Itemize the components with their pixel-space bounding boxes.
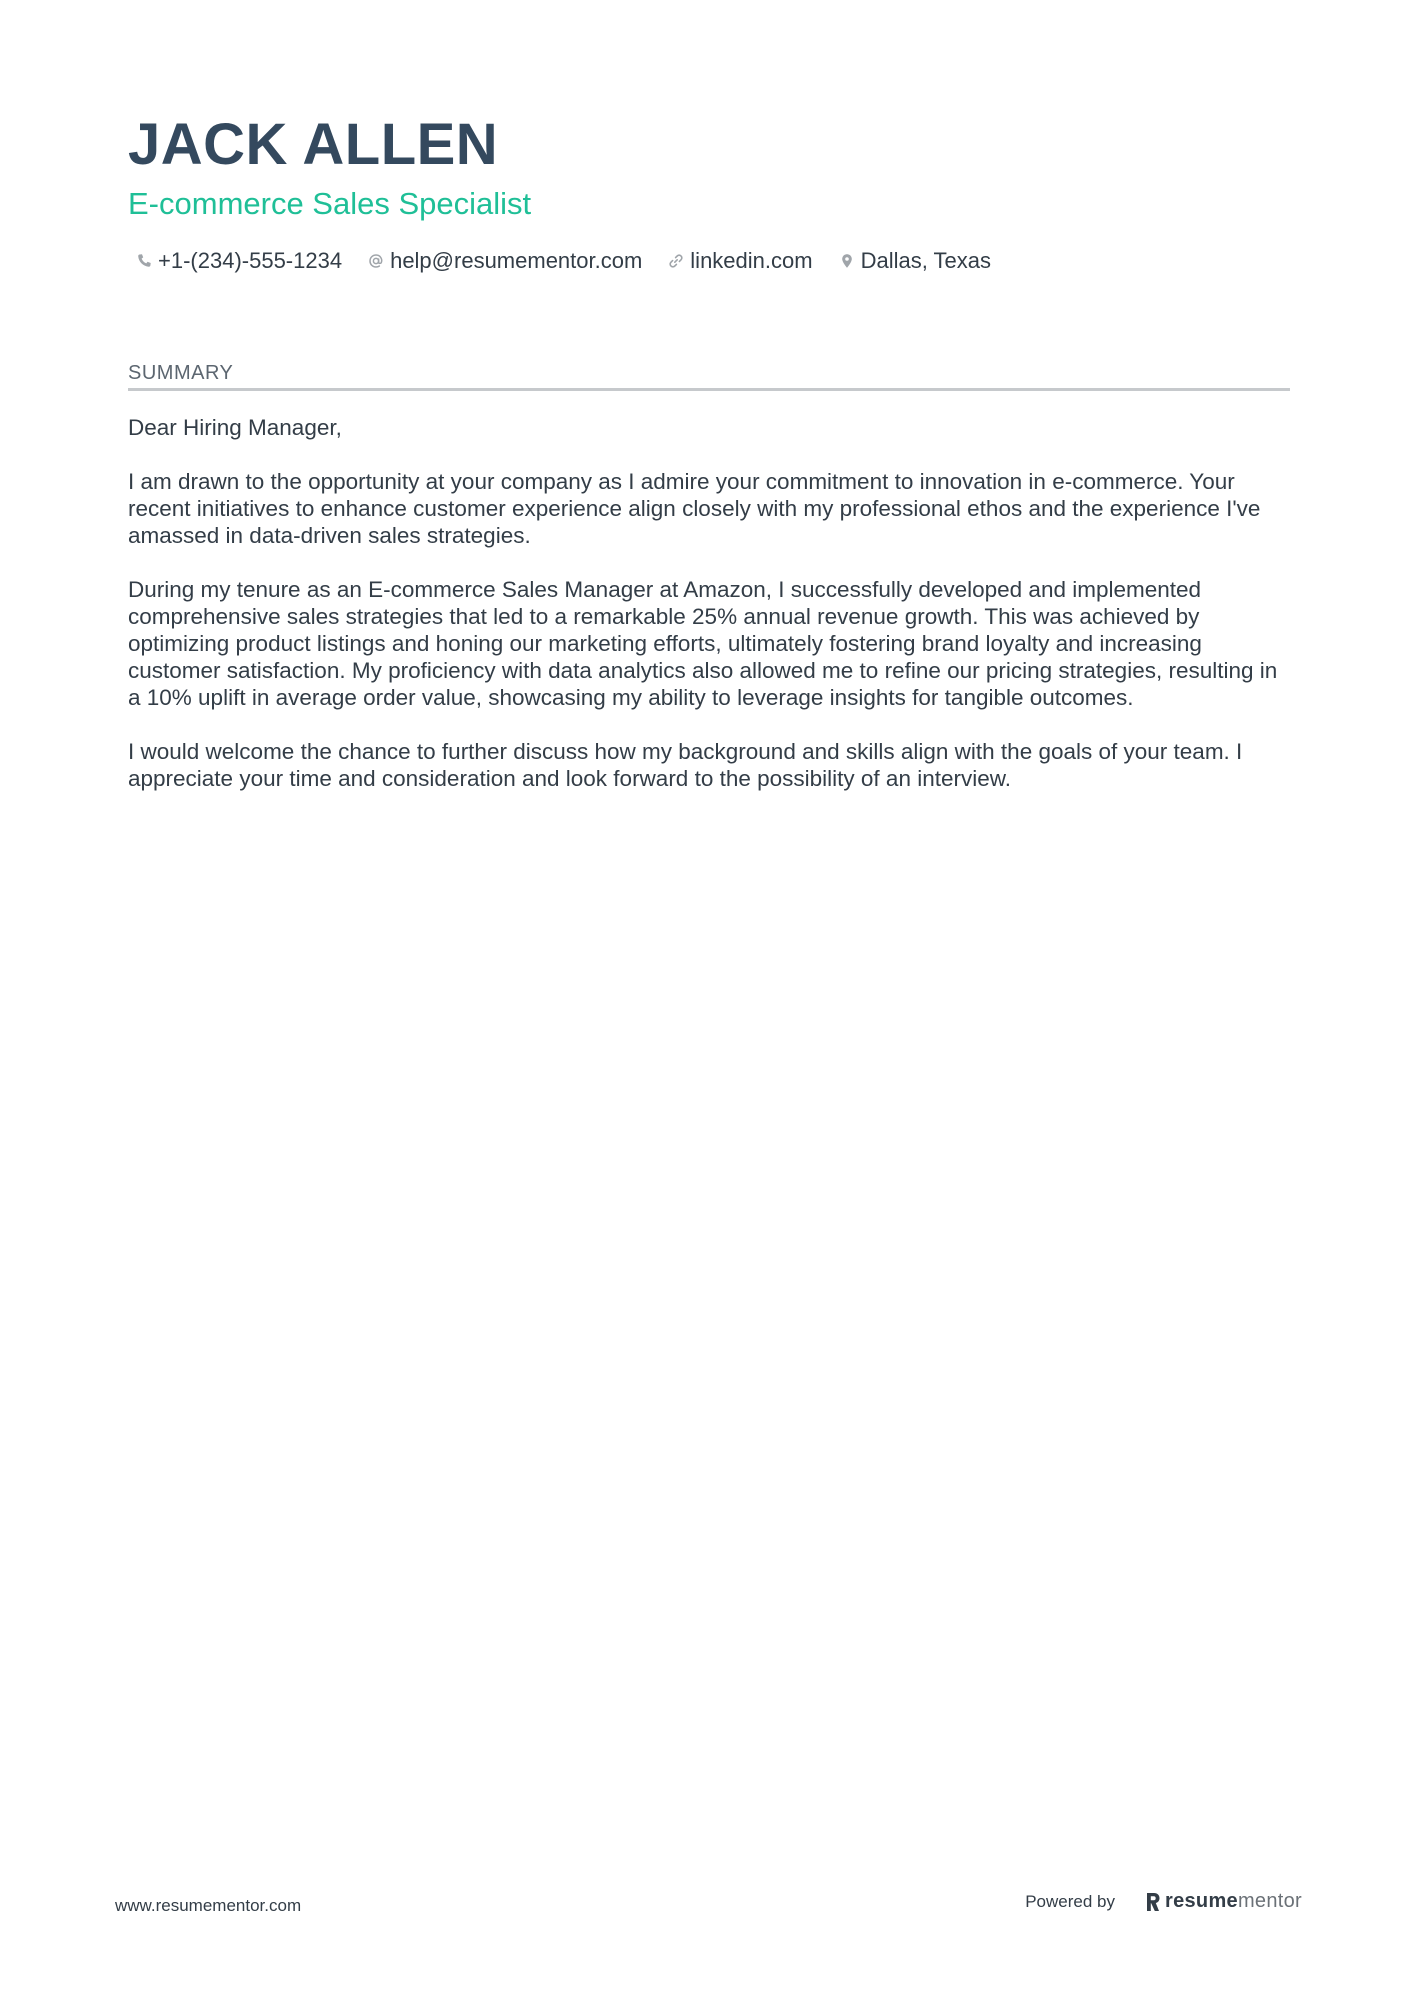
location-text: Dallas, Texas [860, 248, 992, 273]
letter-paragraph: I am drawn to the opportunity at your company as I admire your commitment to innovation in e-commerce. Your recent initiatives to enhance customer experience align closely with my professional ethos and the experience I've amassed in data-driven sales strategies. [128, 469, 1261, 548]
candidate-name: JACK ALLEN [128, 112, 499, 177]
contact-bar [136, 244, 1017, 278]
contact-email[interactable] [368, 244, 642, 278]
phone-text: +1-(234)-555-1234 [158, 248, 343, 273]
contact-linkedin[interactable] [668, 244, 812, 278]
job-title: E-commerce Sales Specialist [128, 186, 532, 221]
powered-by-label: Powered by [1025, 1891, 1115, 1911]
link-icon [668, 253, 684, 269]
summary-heading: SUMMARY [128, 358, 1290, 391]
contact-location [839, 244, 991, 278]
footer-website-link[interactable]: www.resumementor.com [115, 1896, 302, 1915]
resumementor-brand[interactable] [1165, 1890, 1302, 1913]
letter-paragraph: I would welcome the chance to further discuss how my background and skills align with the goals of your team. I appreciate your time and consideration and look forward to the possibility of an interview. [128, 739, 1243, 791]
footer-branding [1025, 1890, 1302, 1913]
at-icon [368, 253, 384, 269]
resumementor-logo-icon [1145, 1892, 1161, 1912]
brand-text-light: mentor [1237, 1890, 1302, 1912]
salutation: Dear Hiring Manager, [128, 415, 342, 440]
location-pin-icon [839, 253, 855, 269]
linkedin-text: linkedin.com [690, 248, 813, 273]
phone-icon [136, 253, 152, 269]
letter-paragraph: During my tenure as an E-commerce Sales Manager at Amazon, I successfully developed and implemented comprehensive sales strategies that led to a remarkable 25% annual revenue growth. This was achieved by optimizing product listings and honing our marketing efforts, ultimately fostering brand loyalty and increasing customer satisfaction. My proficiency with data analytics also allowed me to refine our pricing strategies, resulting in a 10% uplift in average order value, showcasing my ability to leverage insights for tangible outcomes. [128, 577, 1278, 710]
brand-text-bold: resume [1165, 1890, 1238, 1912]
contact-phone [136, 244, 342, 278]
email-text: help@resumementor.com [390, 248, 643, 273]
cover-letter-body [128, 414, 1290, 819]
